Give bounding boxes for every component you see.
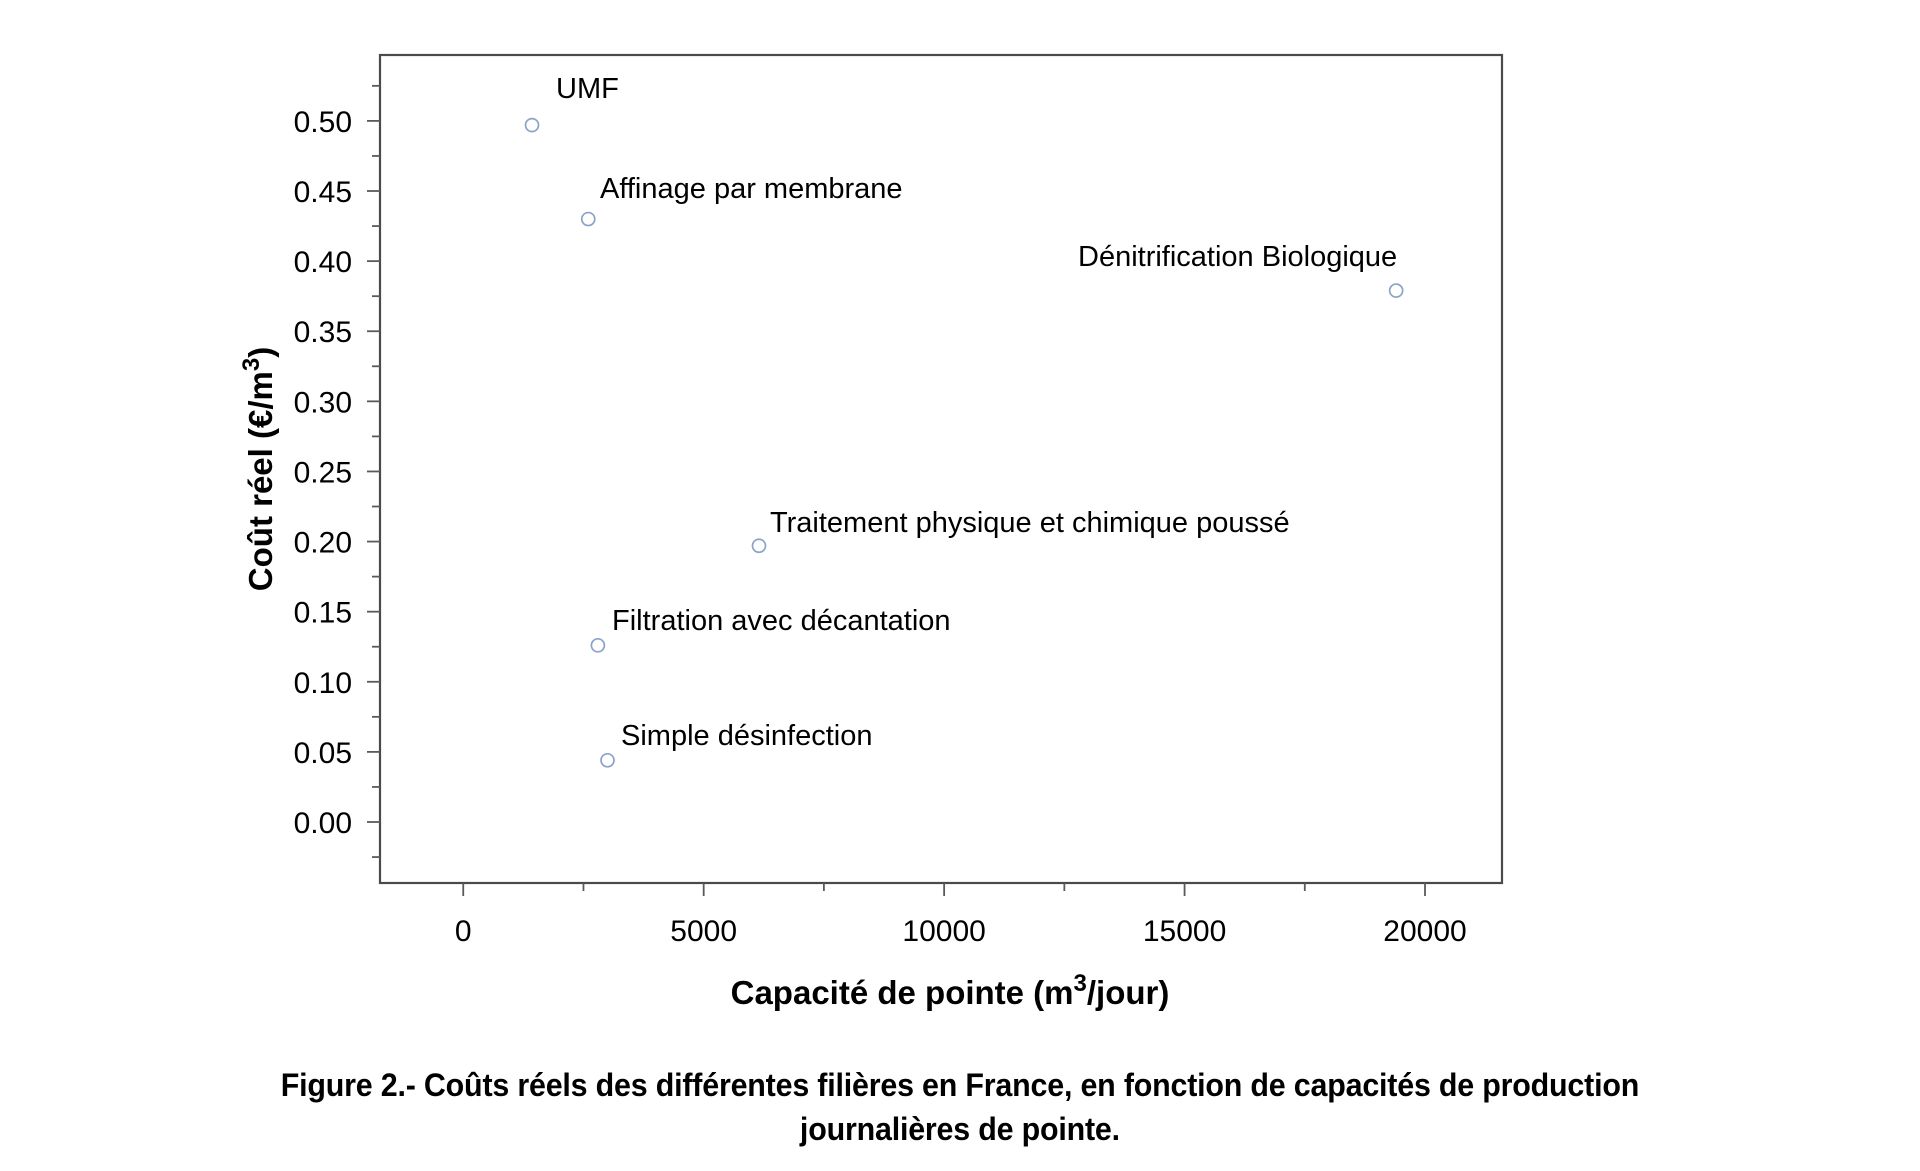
figure-caption-line2: journalières de pointe. <box>800 1111 1120 1147</box>
y-tick-label: 0.20 <box>293 526 352 560</box>
data-point <box>752 539 765 552</box>
data-point <box>526 119 539 132</box>
data-point <box>601 754 614 767</box>
figure-caption <box>0 1063 1920 1151</box>
data-point <box>1390 284 1403 297</box>
point-label: Simple désinfection <box>621 720 873 752</box>
x-axis-title: Capacité de pointe $(m^3/jour)$ <box>730 970 1170 1011</box>
y-tick-label: 0.10 <box>293 666 352 700</box>
x-tick-label: 5000 <box>670 915 738 948</box>
point-label: Affinage par membrane <box>600 173 903 205</box>
y-tick-label: 0.35 <box>293 316 352 350</box>
y-tick-label: 0.40 <box>293 246 352 280</box>
point-label: Dénitrification Biologique <box>1078 241 1398 273</box>
y-tick-label: 0.45 <box>293 176 352 210</box>
x-tick-label: 15000 <box>1142 915 1227 948</box>
point-label: UMF <box>556 73 619 105</box>
y-tick-label: 0.25 <box>293 456 352 490</box>
x-tick-label: 0 <box>454 915 472 948</box>
plot-frame <box>380 55 1502 883</box>
data-point <box>591 639 604 652</box>
x-tick-label: 10000 <box>902 915 986 948</box>
point-label: Filtration avec décantation <box>612 605 951 637</box>
figure-caption-line1: Figure 2.- Coûts réels des différentes filières en France, en fonction de capacités de production <box>280 1067 1640 1103</box>
x-tick-label: 20000 <box>1383 915 1467 948</box>
y-axis-title: Coût réel $(€/m^3)$ <box>238 346 279 592</box>
y-tick-label: 0.00 <box>293 807 352 841</box>
y-tick-label: 0.15 <box>293 596 352 630</box>
y-tick-label: 0.30 <box>293 386 352 420</box>
point-label: Traitement physique et chimique poussé <box>770 507 1290 539</box>
data-point <box>582 213 595 226</box>
y-tick-label: 0.05 <box>293 736 352 770</box>
y-tick-label: 0.50 <box>293 105 352 139</box>
